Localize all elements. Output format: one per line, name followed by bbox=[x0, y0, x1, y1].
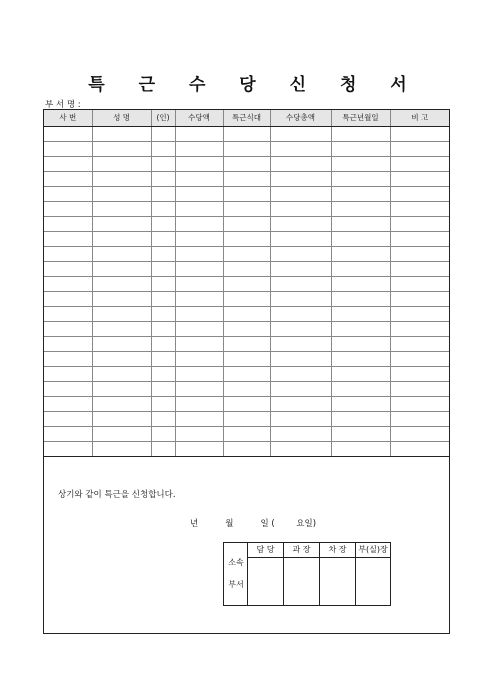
table-cell[interactable] bbox=[331, 292, 390, 307]
table-cell[interactable] bbox=[270, 262, 331, 277]
table-cell[interactable] bbox=[175, 142, 223, 157]
approval-header-director: 부(실)장 bbox=[356, 543, 390, 558]
table-row bbox=[44, 307, 449, 322]
table-cell[interactable] bbox=[44, 127, 92, 142]
table-cell[interactable] bbox=[44, 352, 92, 367]
table-cell[interactable] bbox=[331, 352, 390, 367]
table-row bbox=[44, 322, 449, 337]
affiliation-cell bbox=[224, 543, 248, 605]
table-cell[interactable] bbox=[151, 307, 175, 322]
table-cell[interactable] bbox=[92, 247, 151, 262]
table-cell[interactable] bbox=[175, 232, 223, 247]
table-cell[interactable] bbox=[390, 292, 449, 307]
table-cell[interactable] bbox=[390, 427, 449, 442]
table-cell[interactable] bbox=[270, 442, 331, 457]
table-cell[interactable] bbox=[270, 352, 331, 367]
approval-col-deputy bbox=[320, 543, 356, 605]
table-cell[interactable] bbox=[331, 307, 390, 322]
table-cell[interactable] bbox=[270, 337, 331, 352]
table-cell[interactable] bbox=[390, 397, 449, 412]
table-cell[interactable] bbox=[223, 322, 270, 337]
table-row bbox=[44, 187, 449, 202]
approval-header-deputy: 차 장 bbox=[320, 543, 355, 558]
approval-box bbox=[223, 542, 391, 606]
approval-col-section-chief bbox=[284, 543, 320, 605]
table-cell[interactable] bbox=[175, 367, 223, 382]
department-label: 부 서 명 : bbox=[45, 100, 81, 110]
table-cell[interactable] bbox=[175, 217, 223, 232]
table-cell[interactable] bbox=[223, 202, 270, 217]
table-header-row bbox=[44, 110, 449, 127]
table-cell[interactable] bbox=[151, 127, 175, 142]
table-cell[interactable] bbox=[175, 262, 223, 277]
table-cell[interactable] bbox=[92, 262, 151, 277]
table-cell[interactable] bbox=[92, 397, 151, 412]
table-cell[interactable] bbox=[223, 142, 270, 157]
table-cell[interactable] bbox=[44, 247, 92, 262]
table-cell[interactable] bbox=[331, 232, 390, 247]
table-cell[interactable] bbox=[44, 262, 92, 277]
table-row bbox=[44, 247, 449, 262]
table-row bbox=[44, 202, 449, 217]
table-cell[interactable] bbox=[44, 172, 92, 187]
table-cell[interactable] bbox=[92, 427, 151, 442]
table-cell[interactable] bbox=[151, 382, 175, 397]
request-statement: 상기와 같이 특근을 신청합니다. bbox=[58, 490, 176, 500]
table-cell[interactable] bbox=[175, 352, 223, 367]
date-line: 년 월 일 ( 요일) bbox=[190, 519, 317, 529]
table-cell[interactable] bbox=[331, 322, 390, 337]
table-cell[interactable] bbox=[223, 127, 270, 142]
table-cell[interactable] bbox=[92, 187, 151, 202]
table-cell[interactable] bbox=[270, 292, 331, 307]
table-cell[interactable] bbox=[331, 247, 390, 262]
table-cell[interactable] bbox=[44, 187, 92, 202]
table-cell[interactable] bbox=[175, 442, 223, 457]
table-cell[interactable] bbox=[44, 277, 92, 292]
table-cell[interactable] bbox=[92, 292, 151, 307]
table-cell[interactable] bbox=[223, 232, 270, 247]
table-cell[interactable] bbox=[175, 277, 223, 292]
table-cell[interactable] bbox=[175, 307, 223, 322]
header-employee-no: 사 번 bbox=[44, 110, 92, 127]
table-cell[interactable] bbox=[151, 442, 175, 457]
table-cell[interactable] bbox=[270, 277, 331, 292]
table-cell[interactable] bbox=[151, 202, 175, 217]
table-cell[interactable] bbox=[92, 172, 151, 187]
table-cell[interactable] bbox=[223, 247, 270, 262]
table-cell[interactable] bbox=[175, 397, 223, 412]
table-cell[interactable] bbox=[151, 142, 175, 157]
table-cell[interactable] bbox=[270, 382, 331, 397]
table-row bbox=[44, 352, 449, 367]
table-cell[interactable] bbox=[151, 187, 175, 202]
approval-header-section-chief: 과 장 bbox=[284, 543, 319, 558]
table-row bbox=[44, 217, 449, 232]
table-cell[interactable] bbox=[270, 427, 331, 442]
table-cell[interactable] bbox=[92, 127, 151, 142]
table-cell[interactable] bbox=[92, 142, 151, 157]
table-cell[interactable] bbox=[223, 427, 270, 442]
header-total-allowance: 수당총액 bbox=[270, 110, 331, 127]
table-cell[interactable] bbox=[223, 412, 270, 427]
table-cell[interactable] bbox=[175, 187, 223, 202]
table-cell[interactable] bbox=[223, 187, 270, 202]
table-cell[interactable] bbox=[44, 142, 92, 157]
table-cell[interactable] bbox=[270, 367, 331, 382]
table-cell[interactable] bbox=[44, 292, 92, 307]
table-cell[interactable] bbox=[44, 427, 92, 442]
table-cell[interactable] bbox=[331, 202, 390, 217]
table-cell[interactable] bbox=[223, 352, 270, 367]
table-cell[interactable] bbox=[390, 412, 449, 427]
table-cell[interactable] bbox=[151, 427, 175, 442]
table-cell[interactable] bbox=[270, 397, 331, 412]
table-cell[interactable] bbox=[92, 442, 151, 457]
table-cell[interactable] bbox=[223, 157, 270, 172]
table-cell[interactable] bbox=[331, 427, 390, 442]
table-cell[interactable] bbox=[390, 382, 449, 397]
table-cell[interactable] bbox=[270, 232, 331, 247]
table-cell[interactable] bbox=[44, 412, 92, 427]
table-cell[interactable] bbox=[390, 442, 449, 457]
table-cell[interactable] bbox=[151, 277, 175, 292]
table-cell[interactable] bbox=[151, 232, 175, 247]
table-cell[interactable] bbox=[223, 337, 270, 352]
table-cell[interactable] bbox=[92, 277, 151, 292]
header-seal: (인) bbox=[151, 110, 175, 127]
table-row bbox=[44, 412, 449, 427]
table-cell[interactable] bbox=[270, 157, 331, 172]
header-allowance: 수당액 bbox=[175, 110, 223, 127]
table-cell[interactable] bbox=[175, 127, 223, 142]
table-cell[interactable] bbox=[390, 277, 449, 292]
table-cell[interactable] bbox=[390, 247, 449, 262]
table-cell[interactable] bbox=[331, 187, 390, 202]
table-cell[interactable] bbox=[175, 412, 223, 427]
table-row bbox=[44, 172, 449, 187]
table-cell[interactable] bbox=[151, 217, 175, 232]
table-cell[interactable] bbox=[92, 412, 151, 427]
table-cell[interactable] bbox=[390, 172, 449, 187]
table-cell[interactable] bbox=[223, 307, 270, 322]
table-cell[interactable] bbox=[223, 172, 270, 187]
table-cell[interactable] bbox=[44, 232, 92, 247]
table-cell[interactable] bbox=[44, 337, 92, 352]
table-cell[interactable] bbox=[390, 307, 449, 322]
table-cell[interactable] bbox=[44, 307, 92, 322]
table-cell[interactable] bbox=[175, 202, 223, 217]
table-cell[interactable] bbox=[223, 217, 270, 232]
table-cell[interactable] bbox=[151, 292, 175, 307]
form-frame bbox=[43, 109, 450, 634]
table-cell[interactable] bbox=[223, 292, 270, 307]
table-cell[interactable] bbox=[175, 172, 223, 187]
table-cell[interactable] bbox=[44, 157, 92, 172]
table-row bbox=[44, 382, 449, 397]
table-cell[interactable] bbox=[270, 307, 331, 322]
form-title: 특 근 수 당 신 청 서 bbox=[88, 75, 421, 95]
table-cell[interactable] bbox=[92, 352, 151, 367]
table-cell[interactable] bbox=[92, 217, 151, 232]
table-cell[interactable] bbox=[390, 367, 449, 382]
table-cell[interactable] bbox=[44, 397, 92, 412]
table-cell[interactable] bbox=[151, 412, 175, 427]
table-cell[interactable] bbox=[175, 247, 223, 262]
table-cell[interactable] bbox=[223, 442, 270, 457]
table-cell[interactable] bbox=[331, 157, 390, 172]
table-cell[interactable] bbox=[44, 217, 92, 232]
table-cell[interactable] bbox=[390, 337, 449, 352]
table-cell[interactable] bbox=[270, 412, 331, 427]
table-cell[interactable] bbox=[92, 382, 151, 397]
table-cell[interactable] bbox=[223, 382, 270, 397]
table-row bbox=[44, 157, 449, 172]
table-cell[interactable] bbox=[151, 322, 175, 337]
table-cell[interactable] bbox=[270, 187, 331, 202]
table-cell[interactable] bbox=[44, 202, 92, 217]
table-cell[interactable] bbox=[92, 157, 151, 172]
overtime-table bbox=[44, 110, 449, 457]
table-cell[interactable] bbox=[331, 382, 390, 397]
table-cell[interactable] bbox=[270, 322, 331, 337]
table-row bbox=[44, 367, 449, 382]
table-cell[interactable] bbox=[175, 157, 223, 172]
table-cell[interactable] bbox=[331, 337, 390, 352]
table-cell[interactable] bbox=[92, 337, 151, 352]
table-cell[interactable] bbox=[151, 397, 175, 412]
table-cell[interactable] bbox=[390, 202, 449, 217]
table-cell[interactable] bbox=[151, 157, 175, 172]
table-cell[interactable] bbox=[331, 367, 390, 382]
table-cell[interactable] bbox=[270, 142, 331, 157]
table-cell[interactable] bbox=[175, 292, 223, 307]
table-cell[interactable] bbox=[270, 217, 331, 232]
table-cell[interactable] bbox=[223, 397, 270, 412]
table-row bbox=[44, 232, 449, 247]
table-cell[interactable] bbox=[151, 367, 175, 382]
table-cell[interactable] bbox=[175, 427, 223, 442]
approval-col-director bbox=[356, 543, 390, 605]
table-row bbox=[44, 337, 449, 352]
table-row bbox=[44, 127, 449, 142]
table-cell[interactable] bbox=[151, 262, 175, 277]
table-cell[interactable] bbox=[390, 127, 449, 142]
table-cell[interactable] bbox=[331, 397, 390, 412]
table-cell[interactable] bbox=[270, 127, 331, 142]
table-cell[interactable] bbox=[331, 217, 390, 232]
table-cell[interactable] bbox=[151, 172, 175, 187]
table-cell[interactable] bbox=[270, 172, 331, 187]
table-cell[interactable] bbox=[92, 322, 151, 337]
table-cell[interactable] bbox=[390, 262, 449, 277]
table-row bbox=[44, 427, 449, 442]
table-cell[interactable] bbox=[44, 367, 92, 382]
table-cell[interactable] bbox=[270, 247, 331, 262]
table-row bbox=[44, 142, 449, 157]
table-cell[interactable] bbox=[151, 337, 175, 352]
approval-col-staff bbox=[248, 543, 284, 605]
approval-header-staff: 담 당 bbox=[248, 543, 283, 558]
table-cell[interactable] bbox=[331, 277, 390, 292]
table-cell[interactable] bbox=[175, 322, 223, 337]
table-row bbox=[44, 292, 449, 307]
table-cell[interactable] bbox=[92, 232, 151, 247]
table-cell[interactable] bbox=[92, 202, 151, 217]
table-cell[interactable] bbox=[151, 352, 175, 367]
table-cell[interactable] bbox=[331, 172, 390, 187]
table-cell[interactable] bbox=[270, 202, 331, 217]
table-cell[interactable] bbox=[175, 382, 223, 397]
table-cell[interactable] bbox=[331, 442, 390, 457]
table-cell[interactable] bbox=[331, 142, 390, 157]
table-cell[interactable] bbox=[44, 442, 92, 457]
table-cell[interactable] bbox=[390, 142, 449, 157]
table-cell[interactable] bbox=[44, 382, 92, 397]
table-cell[interactable] bbox=[331, 412, 390, 427]
header-meal-cost: 특근식대 bbox=[223, 110, 270, 127]
table-cell[interactable] bbox=[44, 322, 92, 337]
header-remarks: 비 고 bbox=[390, 110, 449, 127]
table-cell[interactable] bbox=[175, 337, 223, 352]
table-cell[interactable] bbox=[390, 352, 449, 367]
table-cell[interactable] bbox=[390, 322, 449, 337]
table-cell[interactable] bbox=[92, 367, 151, 382]
table-row bbox=[44, 397, 449, 412]
header-overtime-date: 특근년월일 bbox=[331, 110, 390, 127]
table-cell[interactable] bbox=[390, 157, 449, 172]
table-body bbox=[44, 127, 449, 457]
table-cell[interactable] bbox=[390, 187, 449, 202]
table-row bbox=[44, 442, 449, 457]
table-cell[interactable] bbox=[390, 217, 449, 232]
header-name: 성 명 bbox=[92, 110, 151, 127]
table-cell[interactable] bbox=[223, 367, 270, 382]
table-cell[interactable] bbox=[223, 277, 270, 292]
table-cell[interactable] bbox=[92, 307, 151, 322]
affiliation-label: 소속 bbox=[228, 558, 244, 567]
table-cell[interactable] bbox=[331, 262, 390, 277]
table-cell[interactable] bbox=[331, 127, 390, 142]
table-row bbox=[44, 277, 449, 292]
table-cell[interactable] bbox=[223, 262, 270, 277]
table-cell[interactable] bbox=[151, 247, 175, 262]
department-cell-label: 부서 bbox=[228, 580, 244, 589]
table-cell[interactable] bbox=[390, 232, 449, 247]
table-row bbox=[44, 262, 449, 277]
